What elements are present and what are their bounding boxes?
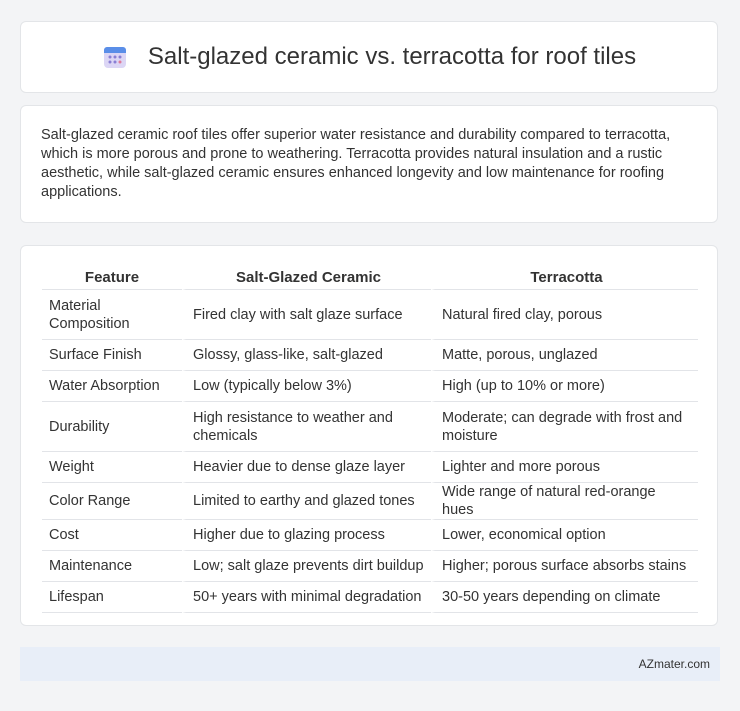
table-cell: High resistance to weather and chemicals [182, 402, 431, 452]
table-row [42, 483, 698, 520]
summary-card [20, 105, 718, 223]
table-cell: Moderate; can degrade with frost and moisture [431, 402, 698, 452]
table-cell: 30-50 years depending on climate [431, 582, 698, 613]
table-cell: Limited to earthy and glazed tones [182, 483, 431, 520]
table-cell: Color Range [42, 483, 182, 520]
table-cell: Heavier due to dense glaze layer [182, 452, 431, 483]
table-row [42, 290, 698, 340]
table-cell: Low; salt glaze prevents dirt buildup [182, 551, 431, 582]
column-header-feature: Feature [42, 266, 182, 290]
calendar-icon [102, 44, 128, 70]
table-cell: Lighter and more porous [431, 452, 698, 483]
table-cell: Durability [42, 402, 182, 452]
table-header-row [42, 266, 698, 290]
summary-text: Salt-glazed ceramic roof tiles offer superior water resistance and durability compared to terracotta, which is more porous and prone to weathering. Terracotta provides natural insulation and a rustic aesthetic, while salt-glazed ceramic ensures enhanced longevity and low maintenance for roofing applications. [41, 127, 671, 200]
page-title: Salt-glazed ceramic vs. terracotta for roof tiles [147, 43, 637, 70]
table-cell: Surface Finish [42, 340, 182, 371]
table-row [42, 371, 698, 402]
table-cell: Wide range of natural red-orange hues [431, 483, 698, 520]
table-cell: Material Composition [42, 290, 182, 340]
table-cell: 50+ years with minimal degradation [182, 582, 431, 613]
table-cell: Matte, porous, unglazed [431, 340, 698, 371]
table-cell: Low (typically below 3%) [182, 371, 431, 402]
table-cell: Higher; porous surface absorbs stains [431, 551, 698, 582]
table-cell: Higher due to glazing process [182, 520, 431, 551]
table-cell: Glossy, glass-like, salt-glazed [182, 340, 431, 371]
table-cell: Maintenance [42, 551, 182, 582]
column-header-terracotta: Terracotta [431, 266, 698, 290]
table-cell: Natural fired clay, porous [431, 290, 698, 340]
footer [20, 647, 720, 681]
table-cell: Lifespan [42, 582, 182, 613]
title-card [20, 21, 718, 93]
table-row [42, 402, 698, 452]
table-row [42, 582, 698, 613]
table-cell: High (up to 10% or more) [431, 371, 698, 402]
table-row [42, 340, 698, 371]
table-cell: Water Absorption [42, 371, 182, 402]
table-cell: Cost [42, 520, 182, 551]
table-cell: Fired clay with salt glaze surface [182, 290, 431, 340]
column-header-salt-glazed: Salt-Glazed Ceramic [182, 266, 431, 290]
table-card [20, 245, 718, 626]
comparison-table [42, 266, 698, 613]
footer-site-link[interactable]: AZmater.com [638, 657, 710, 671]
table-cell: Lower, economical option [431, 520, 698, 551]
table-row [42, 452, 698, 483]
table-row [42, 520, 698, 551]
table-row [42, 551, 698, 582]
table-cell: Weight [42, 452, 182, 483]
